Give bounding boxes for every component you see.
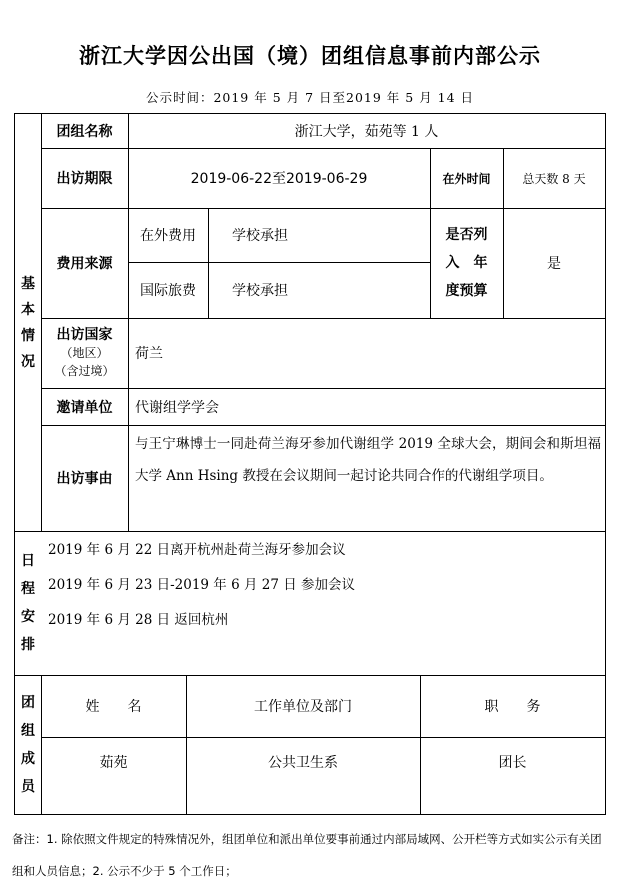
visit-period-label: 出访期限 (56, 171, 113, 187)
schedule-item: 2019 年 6 月 28 日 返回杭州 (48, 612, 229, 628)
member-title: 团长 (498, 755, 527, 771)
country-value: 荷兰 (135, 346, 163, 362)
inviter-label: 邀请单位 (56, 399, 113, 416)
budget-label: 是否列 入 年 度预算 (445, 227, 488, 299)
intl-travel-label: 国际旅费 (140, 283, 196, 299)
member-unit: 公共卫生系 (268, 755, 338, 771)
members-header-unit: 工作单位及部门 (254, 699, 352, 715)
purpose-value: 与王宁琳博士一同赴荷兰海牙参加代谢组学 2019 全球大会，期间会和斯坦福大学 Ann Hsing 教授在会议期间一起讨论共同合作的代谢组学项目。 (135, 436, 601, 484)
group-name-label: 团组名称 (56, 123, 113, 140)
section-basic-label: 基 本 情 况 (21, 275, 35, 370)
overseas-cost-label: 在外费用 (140, 228, 196, 244)
page-title: 浙江大学因公出国（境）团组信息事前内部公示 (79, 44, 541, 68)
visit-period-value: 2019-06-22至2019-06-29 (190, 171, 368, 187)
schedule-item: 2019 年 6 月 23 日-2019 年 6 月 27 日 参加会议 (48, 577, 356, 593)
schedule-item: 2019 年 6 月 22 日离开杭州赴荷兰海牙参加会议 (48, 542, 346, 558)
members-header-name: 姓 名 (85, 699, 142, 715)
section-schedule-label: 日 程 安 排 (21, 553, 35, 653)
member-name: 茹苑 (99, 755, 128, 771)
time-abroad-value: 总天数 8 天 (522, 171, 586, 186)
footnote: 备注：1. 除依照文件规定的特殊情况外，组团单位和派出单位要事前通过内部局域网、公开栏等方式如实公示有关团组和人员信息；2. 公示不少于 5 个工作日； (12, 832, 602, 878)
country-label: 出访国家 （地区） （含过境） (54, 327, 115, 378)
funding-label: 费用来源 (56, 256, 113, 272)
budget-value: 是 (547, 256, 561, 272)
publish-period: 公示时间：2019 年 5 月 7 日至2019 年 5 月 14 日 (145, 90, 475, 105)
overseas-cost-value: 学校承担 (232, 228, 288, 244)
purpose-label: 出访事由 (56, 471, 113, 487)
section-members-label: 团 组 成 员 (21, 695, 35, 795)
schedule-list (48, 534, 598, 639)
time-abroad-label: 在外时间 (442, 171, 491, 186)
group-name-value: 浙江大学，茹苑等 1 人 (294, 123, 439, 140)
inviter-value: 代谢组学学会 (135, 399, 219, 416)
members-header-title: 职 务 (484, 699, 541, 715)
intl-travel-value: 学校承担 (232, 283, 288, 299)
